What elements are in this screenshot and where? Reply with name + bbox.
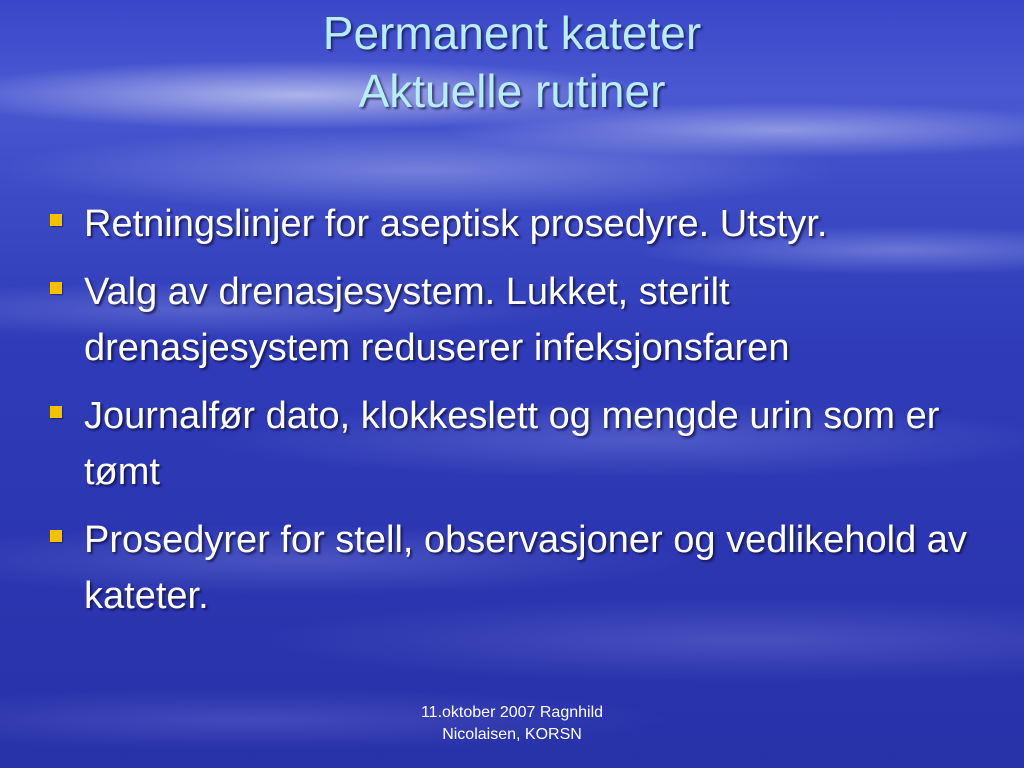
square-bullet-icon [50, 530, 62, 542]
square-bullet-icon [50, 282, 62, 294]
bullet-text: Valg av drenasjesystem. Lukket, sterilt drenasjesystem reduserer infeksjonsfaren [84, 271, 790, 369]
bullet-item [46, 264, 1006, 376]
bullet-list [46, 196, 1006, 636]
square-bullet-icon [50, 214, 62, 226]
slide-title-line-2: Aktuelle rutiner [358, 65, 666, 117]
slide-footer [362, 702, 662, 746]
bullet-item [46, 196, 1006, 252]
bullet-text: Retningslinjer for aseptisk prosedyre. Utstyr. [84, 203, 828, 245]
slide-title-line-1: Permanent kateter [322, 7, 702, 59]
footer-line-2: Nicolaisen, KORSN [442, 726, 582, 743]
footer-line-1: 11.oktober 2007 Ragnhild [420, 704, 604, 721]
bullet-item [46, 512, 1006, 624]
bullet-text: Prosedyrer for stell, observasjoner og vedlikehold av kateter. [84, 519, 967, 617]
slide-title [0, 4, 1024, 120]
bullet-text: Journalfør dato, klokkeslett og mengde urin som er tømt [84, 395, 940, 493]
square-bullet-icon [50, 406, 62, 418]
bullet-item [46, 388, 1006, 500]
